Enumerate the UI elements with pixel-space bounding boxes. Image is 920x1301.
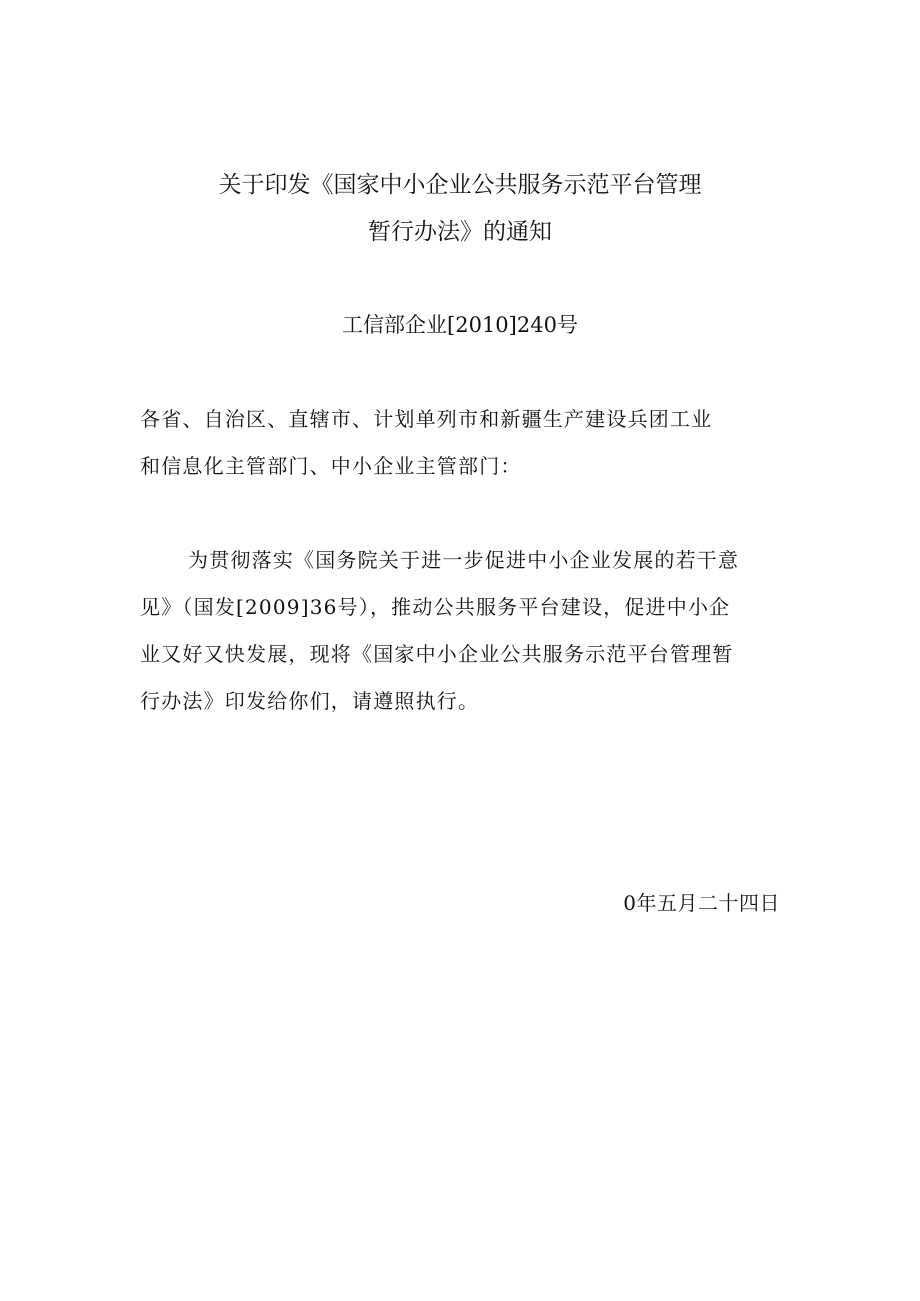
paragraph-line-4: 行办法》印发给你们，请遵照执行。: [140, 689, 480, 713]
paragraph-line-3: 业又好又快发展，现将《国家中小企业公共服务示范平台管理暂: [140, 642, 734, 666]
document-number: 工信部企业[2010]240号: [342, 313, 578, 337]
document-date: 0年五月二十四日: [623, 891, 780, 915]
salutation-line-2: 和信息化主管部门、中小企业主管部门：: [140, 454, 522, 478]
document-title-line-2: 暂行办法》的通知: [368, 219, 552, 245]
document-title-line-1: 关于印发《国家中小企业公共服务示范平台管理: [218, 172, 702, 198]
salutation-line-1: 各省、自治区、直辖市、计划单列市和新疆生产建设兵团工业: [140, 407, 713, 431]
salutation: [140, 404, 782, 498]
body-paragraph: [140, 545, 782, 733]
paragraph-line-1: 为贯彻落实《国务院关于进一步促进中小企业发展的若干意: [188, 548, 740, 572]
paragraph-line-2: 见》（国发[2009]36号），推动公共服务平台建设，促进中小企: [140, 595, 731, 619]
